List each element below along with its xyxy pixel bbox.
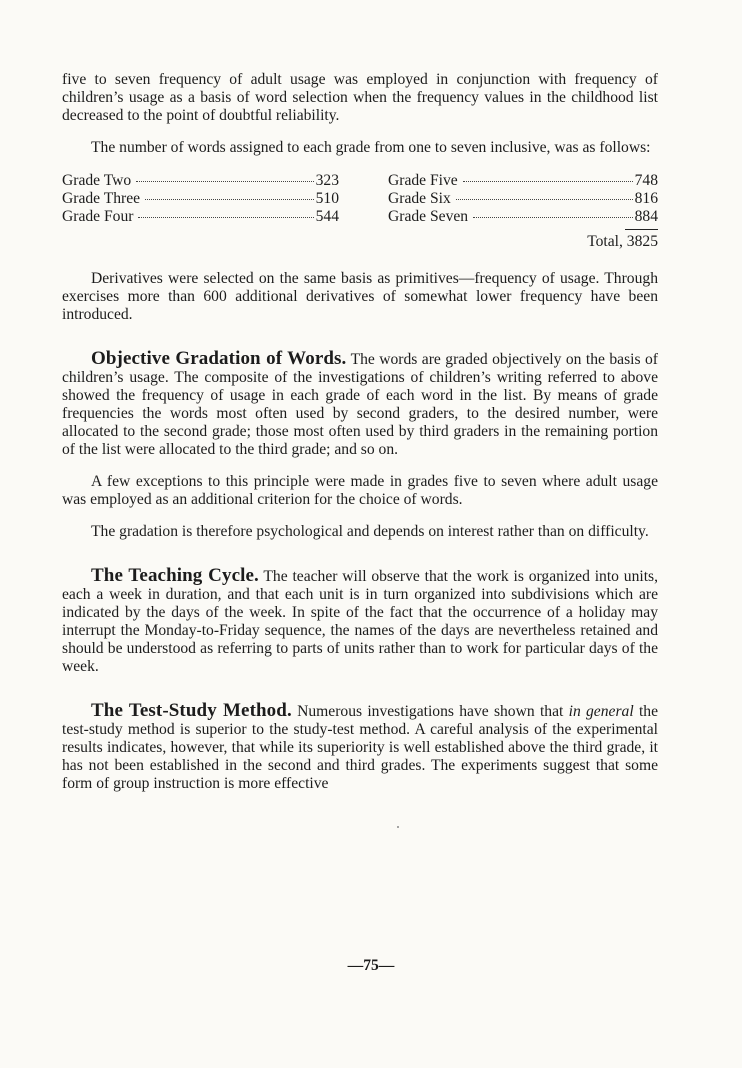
grades-intro-paragraph: The number of words assigned to each grade from one to seven inclusive, was as follows: bbox=[91, 139, 651, 156]
section-text: The words are graded objectively on the basis of children’s usage. The composite of the investigations of children’s writing referred to above showed the frequency of usage in each grade of each word in the list. By means of grade frequencies the words most often used by second graders, to the desired number, were allocated to the second grade; those most often used by third graders in the remaining portion of the list were allocated to the third grade; and so on. bbox=[62, 351, 658, 458]
grade-label: Grade Four bbox=[62, 208, 134, 225]
grade-row bbox=[388, 172, 658, 190]
section-text: The teacher will observe that the work is organized into units, each a week in duration, and that each unit is in turn organized into subdivisions which are indicated by the days of the week. In spite of the fact that the occurrence of a holiday may interrupt the Monday-to-Friday sequence, the names of the days are nevertheless retained and should be understood as referring to parts of units rather than to work for particular days of the week. bbox=[62, 568, 658, 675]
grade-label: Grade Seven bbox=[388, 208, 469, 225]
section-heading: Objective Gradation of Words. bbox=[91, 348, 347, 369]
page-number: —75— bbox=[347, 957, 395, 974]
total-count: Total, 3825 bbox=[587, 233, 658, 250]
grade-count: 510 bbox=[315, 190, 339, 207]
dot-leader bbox=[463, 181, 633, 182]
grade-label: Grade Six bbox=[388, 190, 451, 207]
page-body bbox=[62, 71, 658, 793]
grade-row bbox=[62, 208, 339, 226]
grade-word-counts bbox=[62, 172, 658, 226]
paper-speck bbox=[397, 826, 399, 828]
exceptions-paragraph: A few exceptions to this principle were made in grades five to seven where adult usage was employed as an additional criterion for the choice of words. bbox=[62, 473, 658, 508]
grade-count: 816 bbox=[634, 190, 658, 207]
grade-label: Grade Two bbox=[62, 172, 132, 189]
dot-leader bbox=[136, 181, 313, 182]
intro-paragraph: five to seven frequency of adult usage was employed in conjunction with frequency of children’s usage as a basis of word selection when the frequency values in the childhood list decreased to the point of doubtful reliability. bbox=[62, 71, 658, 124]
emphasized-phrase: in general bbox=[568, 703, 634, 720]
section-teaching-cycle bbox=[62, 567, 658, 676]
grade-row bbox=[388, 208, 658, 226]
gradation-paragraph: The gradation is therefore psychological and depends on interest rather than on difficulty. bbox=[91, 523, 649, 540]
section-objective-gradation bbox=[62, 350, 658, 459]
total-rule bbox=[625, 229, 658, 230]
grade-count: 748 bbox=[634, 172, 658, 189]
section-text-after: the test-study method is superior to the study-test method. A careful analysis of the experimental results indicates, however, that while its superiority is well established above the third grade, it has not been established in the second and third grades. The experiments suggest that some form of group instruction is more effective bbox=[62, 703, 658, 792]
grade-list-right bbox=[388, 172, 658, 226]
grade-label: Grade Five bbox=[388, 172, 458, 189]
grade-row bbox=[388, 190, 658, 208]
dot-leader bbox=[473, 217, 633, 218]
dot-leader bbox=[145, 199, 314, 200]
section-heading: The Test-Study Method. bbox=[91, 700, 292, 721]
grade-count: 884 bbox=[634, 208, 658, 225]
grade-count: 544 bbox=[315, 208, 339, 225]
grade-list-left bbox=[62, 172, 339, 226]
grade-row bbox=[62, 190, 339, 208]
section-text-before: Numerous investigations have shown that bbox=[297, 703, 564, 720]
section-test-study bbox=[62, 702, 658, 793]
grade-label: Grade Three bbox=[62, 190, 141, 207]
dot-leader bbox=[456, 199, 633, 200]
grade-row bbox=[62, 172, 339, 190]
derivatives-paragraph: Derivatives were selected on the same basis as primitives—frequency of usage. Through exercises more than 600 additional derivatives of somewhat lower frequency have been introduced. bbox=[62, 270, 658, 323]
grade-count: 323 bbox=[315, 172, 339, 189]
dot-leader bbox=[138, 217, 313, 218]
total-block bbox=[62, 229, 658, 251]
section-heading: The Teaching Cycle. bbox=[91, 565, 259, 586]
